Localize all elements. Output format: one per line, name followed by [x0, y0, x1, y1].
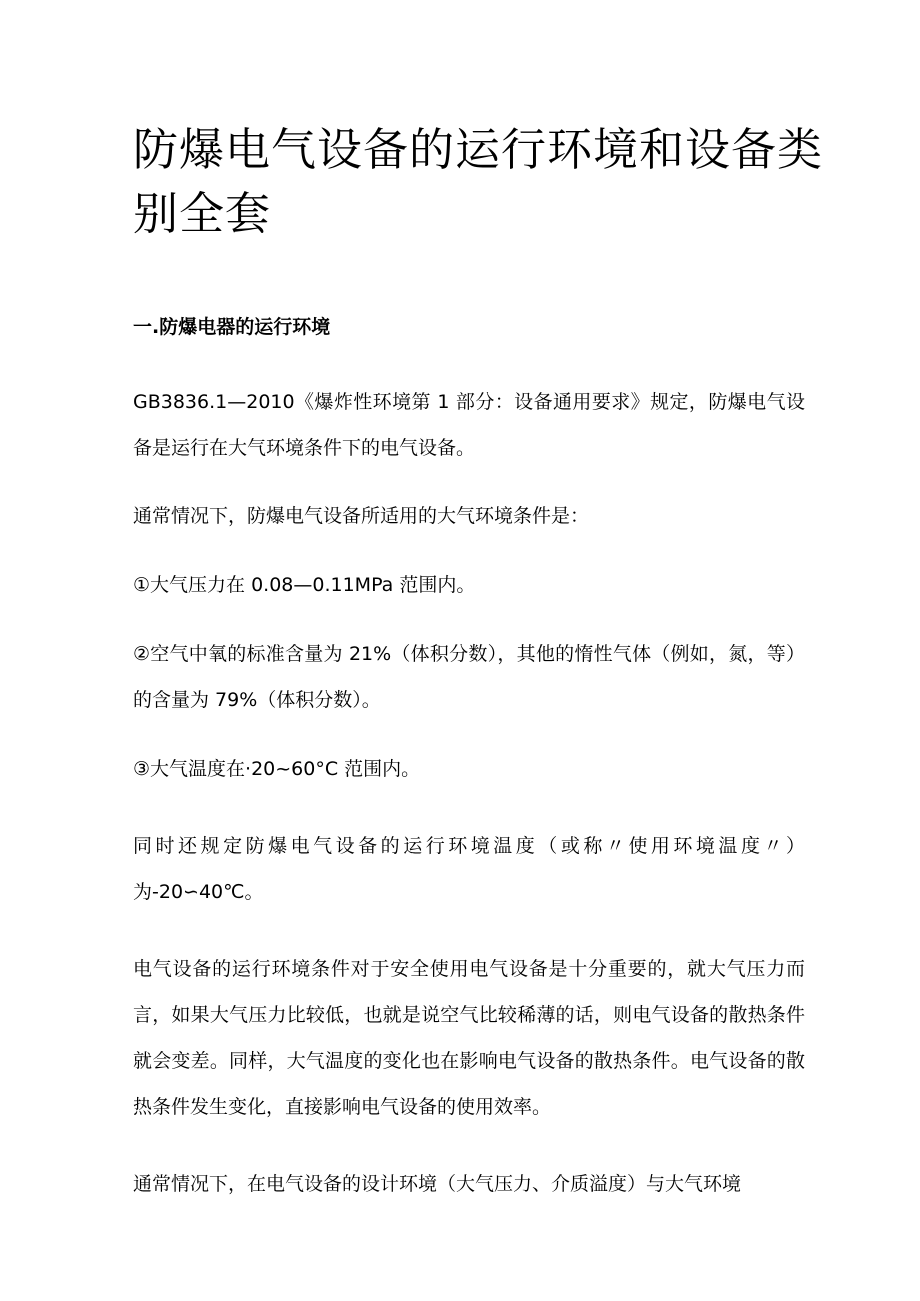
paragraph-design-environment: 通常情况下，在电气设备的设计环境（大气压力、介质溢度）与大气环境: [133, 1173, 742, 1195]
document-title: 防爆电气设备的运行环境和设备类别全套: [133, 123, 824, 240]
section-heading: 一.防爆电器的运行环境: [133, 316, 331, 338]
paragraph-standard: GB3836.1—2010《爆炸性环境第 1 部分：设备通用要求》规定，防爆电气设备是运行在大气环境条件下的电气设备。: [133, 391, 805, 459]
paragraph-ambient-temperature: 同时还规定防爆电气设备的运行环境温度（或称〃使用环境温度〃）为-20∽40℃。: [133, 835, 805, 903]
paragraph-temperature: ③大气温度在·20~60°C 范围内。: [133, 758, 421, 780]
paragraph-conditions-intro: 通常情况下，防爆电气设备所适用的大气环境条件是：: [133, 505, 590, 527]
paragraph-importance: 电气设备的运行环境条件对于安全使用电气设备是十分重要的，就大气压力而言，如果大气压力比较低，也就是说空气比较稀薄的话，则电气设备的散热条件就会变差。同样，大气温度的变化也在影响电气设备的散热条件。电气设备的散热条件发生变化，直接影响电气设备的使用效率。: [133, 958, 805, 1118]
paragraph-oxygen: ②空气中氧的标准含量为 21%（体积分数），其他的惰性气体（例如，氮，等）的含量为 79%（体积分数）。: [133, 643, 805, 711]
paragraph-pressure: ①大气压力在 0.08—0.11MPa 范围内。: [133, 574, 476, 596]
